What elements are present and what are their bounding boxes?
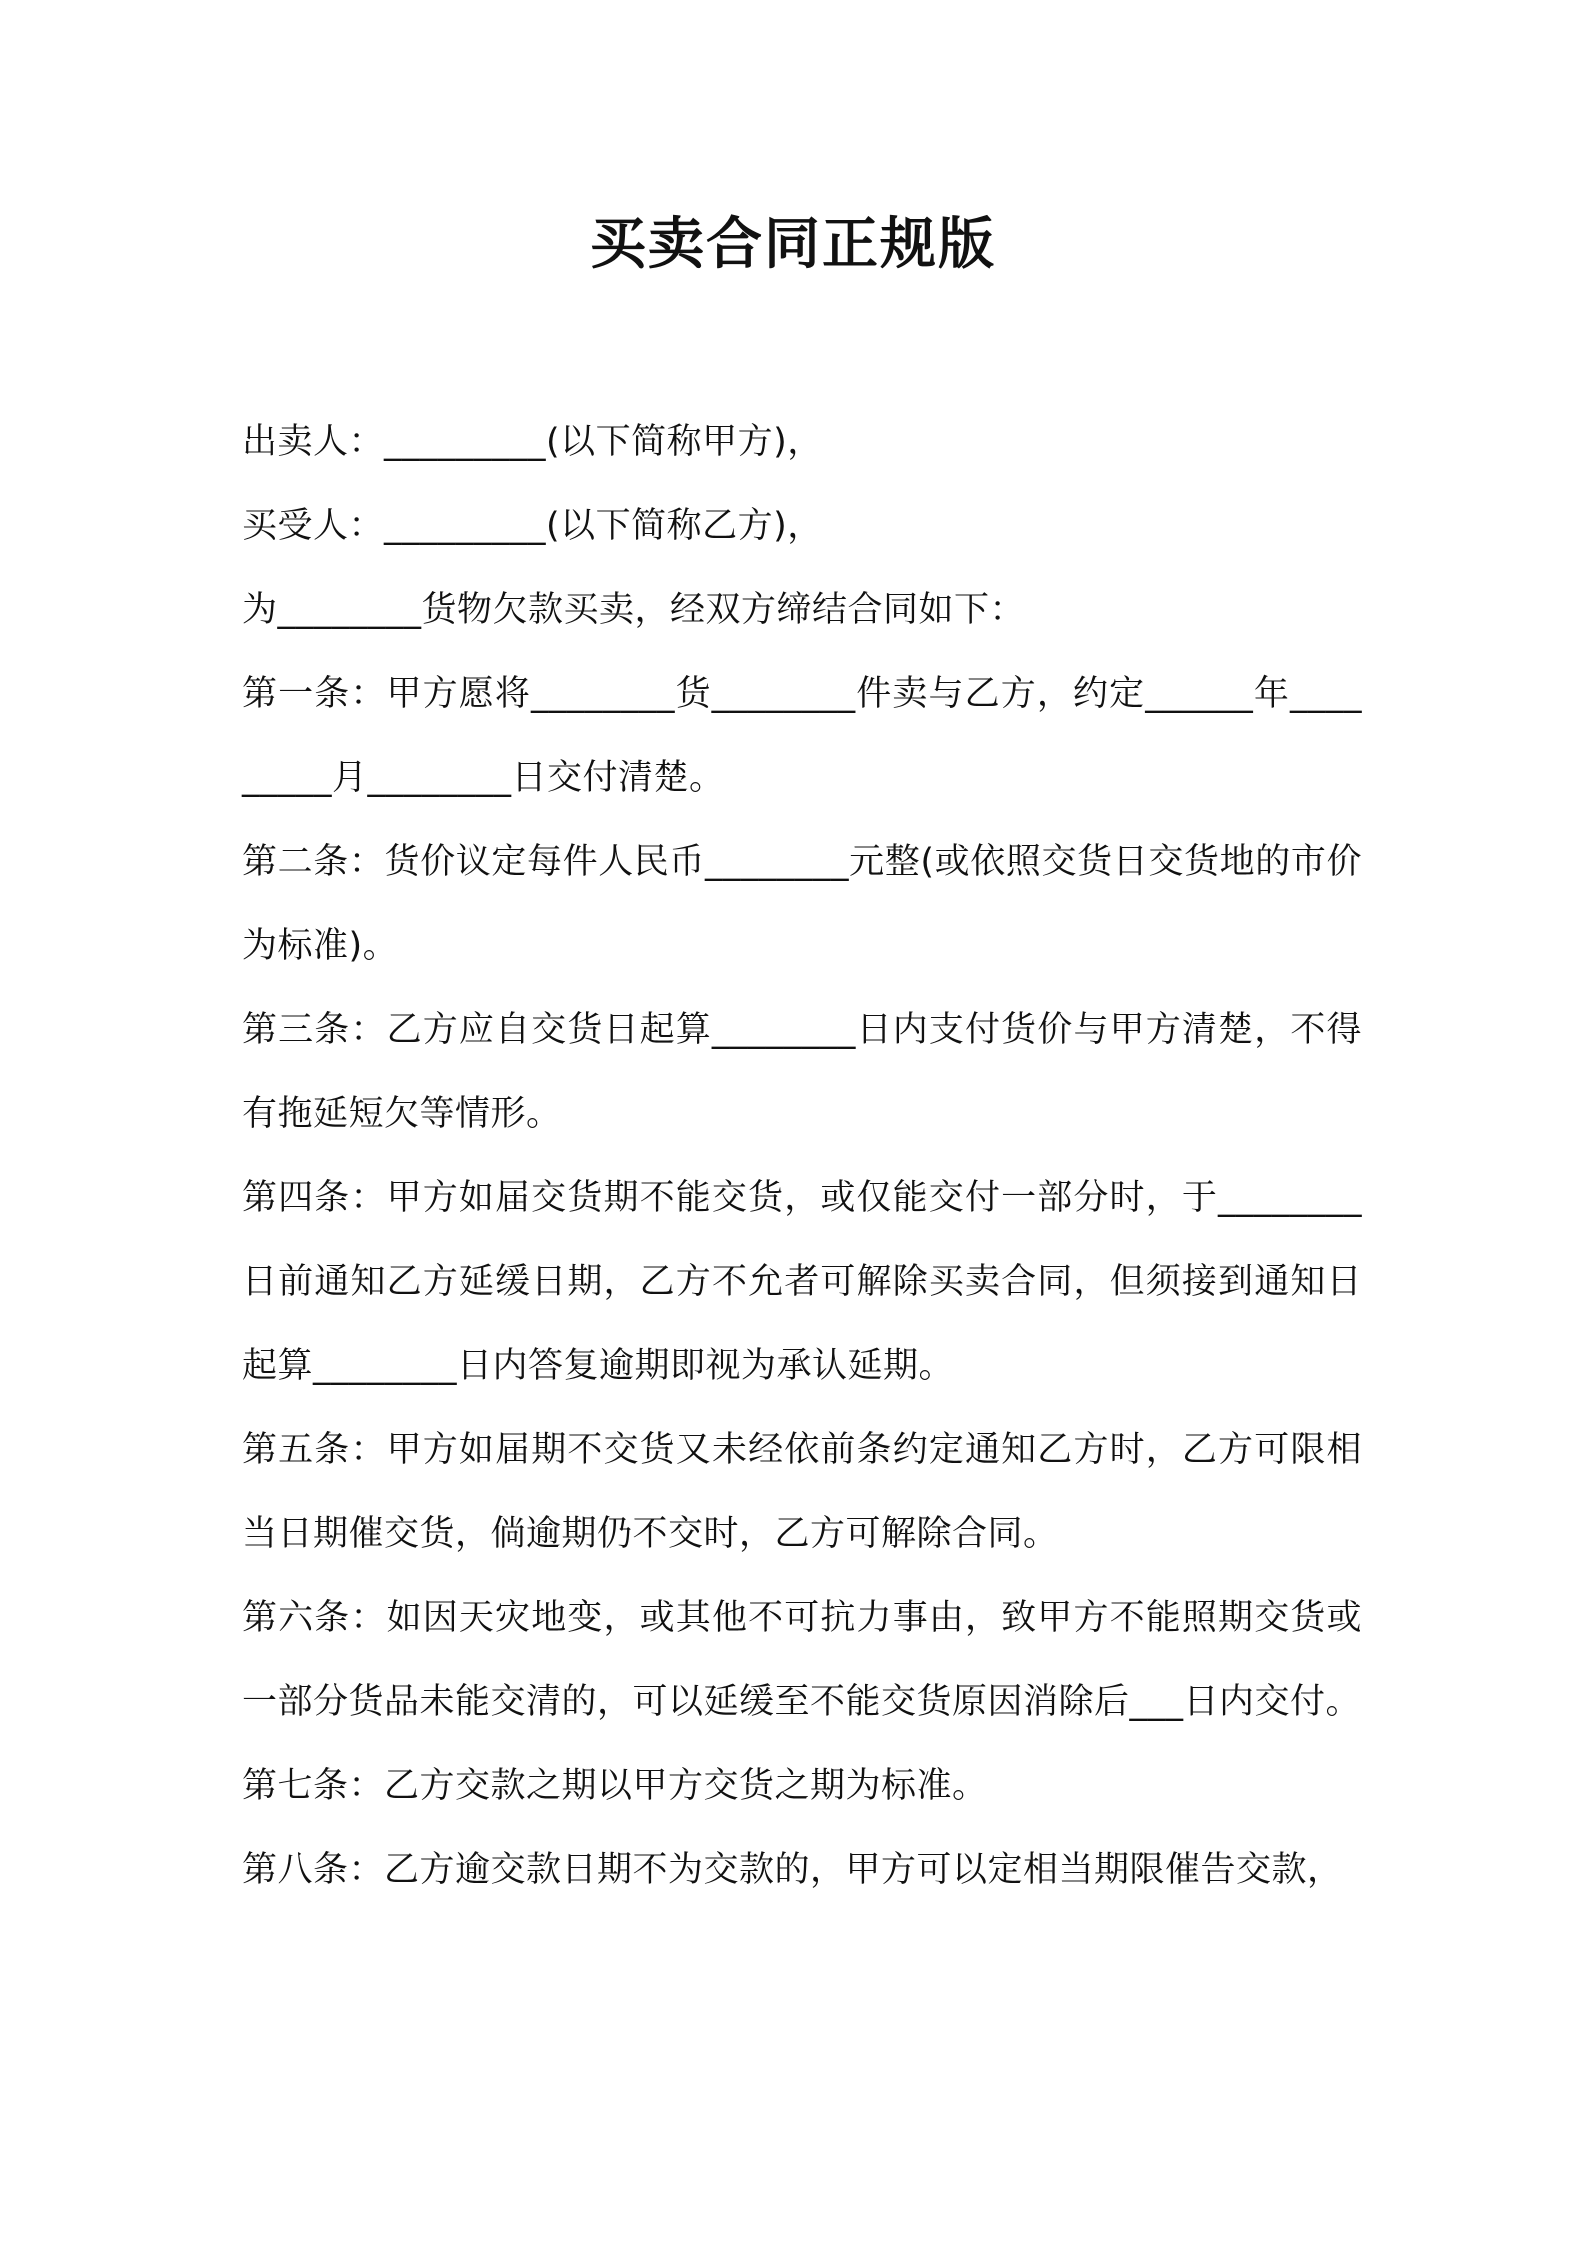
article-2: 第二条：货价议定每件人民币________元整(或依照交货日交货地的市价为标准)。	[242, 842, 1362, 966]
article-3: 第三条：乙方应自交货日起算________日内支付货价与甲方清楚，不得有拖延短欠等情形。	[242, 1010, 1362, 1134]
article-5: 第五条：甲方如届期不交货又未经依前条约定通知乙方时，乙方可限相当日期催交货，倘逾期仍不交时，乙方可解除合同。	[242, 1430, 1362, 1554]
seller-line: 出卖人：_________(以下简称甲方)，	[242, 422, 823, 462]
article-4: 第四条：甲方如届交货期不能交货，或仅能交付一部分时，于________日前通知乙方延缓日期，乙方不允者可解除买卖合同，但须接到通知日起算________日内答复逾期即视为承认延期。	[242, 1178, 1362, 1386]
document-body	[242, 400, 1362, 1912]
preamble-line: 为________货物欠款买卖，经双方缔结合同如下：	[242, 590, 1026, 630]
article-7: 第七条：乙方交款之期以甲方交货之期为标准。	[242, 1766, 988, 1806]
article-1: 第一条：甲方愿将________货________件卖与乙方，约定______年_________月________日交付清楚。	[242, 674, 1362, 798]
article-8: 第八条：乙方逾交款日期不为交款的，甲方可以定相当期限催告交款，	[242, 1850, 1343, 1890]
article-6: 第六条：如因天灾地变，或其他不可抗力事由，致甲方不能照期交货或一部分货品未能交清的，可以延缓至不能交货原因消除后___日内交付。	[242, 1598, 1362, 1722]
buyer-line: 买受人：_________(以下简称乙方)，	[242, 506, 823, 546]
document-title: 买卖合同正规版	[590, 212, 996, 277]
